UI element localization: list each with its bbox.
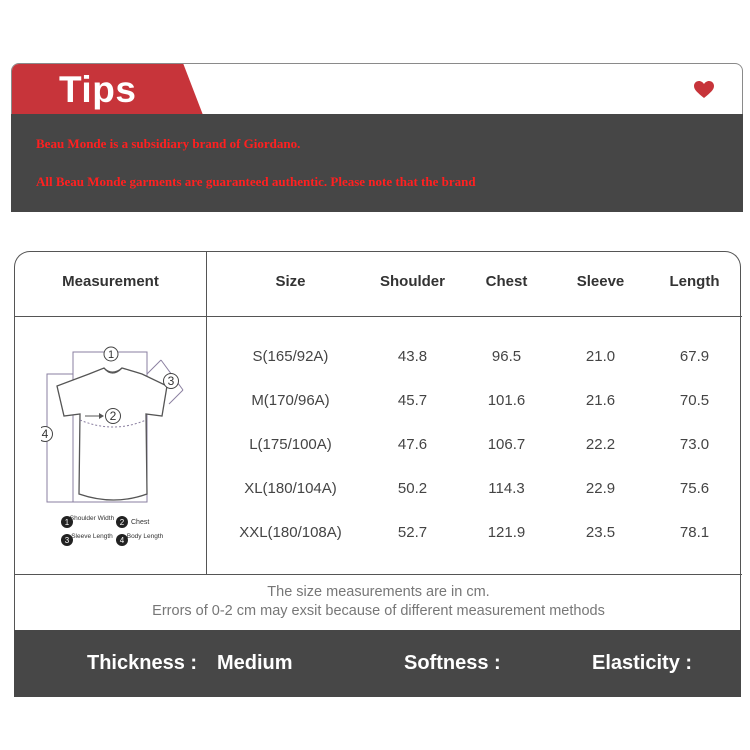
thickness-value: Medium <box>217 652 293 674</box>
tips-tab <box>11 63 203 114</box>
legend-label: Shoulder Width <box>69 515 115 522</box>
size-cell: XL(180/104A) <box>244 480 337 497</box>
softness-label: Softness : <box>404 652 501 674</box>
chest-cell: 114.3 <box>488 480 525 497</box>
marker-3 <box>164 374 179 389</box>
svg-text:3: 3 <box>167 374 175 388</box>
heart-icon <box>694 81 714 99</box>
size-cell: S(165/92A) <box>252 348 329 365</box>
thickness-label: Thickness : <box>87 652 198 674</box>
svg-text:4: 4 <box>119 536 125 545</box>
svg-text:1: 1 <box>107 349 115 361</box>
shoulder-cell: 43.8 <box>397 348 428 365</box>
tips-line: Beau Monde is a subsidiary brand of Giordano. <box>36 136 301 151</box>
length-cell: 67.9 <box>679 348 710 365</box>
chest-cell: 121.9 <box>487 524 526 541</box>
shoulder-cell: 47.6 <box>397 436 428 453</box>
svg-text:2: 2 <box>109 409 117 423</box>
sleeve-cell: 21.6 <box>585 392 616 409</box>
svg-text:1: 1 <box>64 518 70 527</box>
svg-text:4: 4 <box>41 427 49 441</box>
chest-cell: 96.5 <box>491 348 522 365</box>
header-sleeve: Sleeve <box>576 273 625 290</box>
marker-4 <box>41 427 53 442</box>
elasticity-label: Elasticity : <box>592 652 693 674</box>
diagram-legend <box>61 515 164 546</box>
sleeve-cell: 22.9 <box>585 480 616 497</box>
shoulder-cell: 52.7 <box>397 524 428 541</box>
sleeve-cell: 22.2 <box>585 436 616 453</box>
size-table-box <box>14 251 741 630</box>
chest-cell: 101.6 <box>487 392 526 409</box>
length-cell: 73.0 <box>679 436 710 453</box>
tshirt-diagram <box>41 344 191 559</box>
marker-2 <box>106 409 121 424</box>
legend-label: Sleeve Length <box>71 533 113 540</box>
size-cell: M(170/96A) <box>251 392 330 409</box>
tips-header <box>11 63 743 114</box>
header-shoulder: Shoulder <box>379 273 445 290</box>
header-divider <box>15 316 742 317</box>
fabric-properties-bar <box>14 630 741 697</box>
tips-panel <box>11 63 743 212</box>
chest-cell: 106.7 <box>487 436 526 453</box>
shoulder-cell: 50.2 <box>397 480 428 497</box>
sleeve-cell: 21.0 <box>585 348 616 365</box>
length-cell: 75.6 <box>679 480 710 497</box>
header-size: Size <box>275 273 306 290</box>
length-cell: 70.5 <box>679 392 710 409</box>
shoulder-cell: 45.7 <box>397 392 428 409</box>
units-note: The size measurements are in cm. <box>267 584 490 600</box>
sleeve-cell: 23.5 <box>585 524 616 541</box>
tips-title: Tips <box>59 69 137 110</box>
legend-label: Body Length <box>126 533 164 540</box>
tips-line: All Beau Monde garments are guaranteed authentic. Please note that the brand <box>36 174 476 189</box>
size-cell: XXL(180/108A) <box>239 524 342 541</box>
size-cell: L(175/100A) <box>249 436 332 453</box>
header-chest: Chest <box>485 273 528 290</box>
body-divider <box>15 574 742 575</box>
header-measurement: Measurement <box>62 273 159 290</box>
marker-1 <box>104 347 118 361</box>
column-divider <box>206 252 207 574</box>
length-cell: 78.1 <box>679 524 710 541</box>
header-length: Length <box>669 273 720 290</box>
svg-text:2: 2 <box>119 518 125 527</box>
size-table <box>14 251 741 697</box>
svg-text:3: 3 <box>64 536 70 545</box>
tips-body <box>11 114 743 212</box>
legend-label: Chest <box>131 519 150 526</box>
error-note: Errors of 0-2 cm may exsit because of different measurement methods <box>152 603 605 619</box>
